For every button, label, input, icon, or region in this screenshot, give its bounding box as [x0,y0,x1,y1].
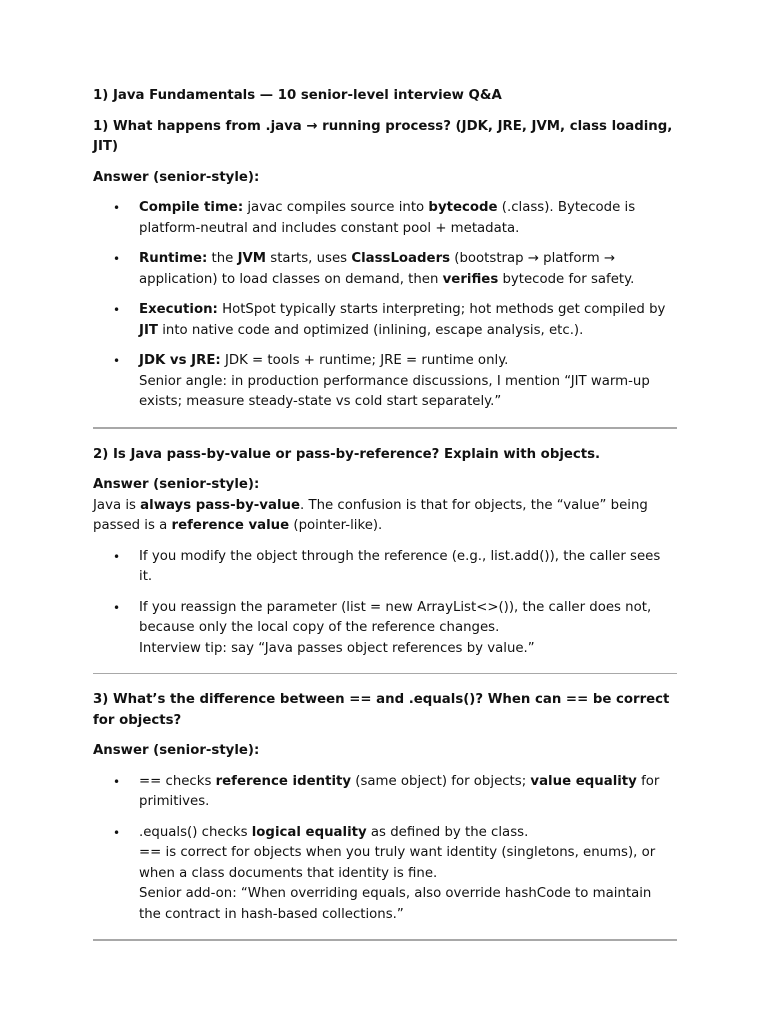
section-divider [93,427,677,429]
section-divider [93,673,677,674]
bullet-keyword: logical equality [251,824,367,840]
bullet-keyword: ClassLoaders [351,251,451,266]
intro-text: Java is [93,497,141,513]
list-item [93,598,677,660]
question-3-heading: 3) What’s the difference between == and .equals()? When can == be correct for objects? [93,692,670,728]
bullet-text: (.class). Bytecode is platform-neutral and includes constant pool + metadata. [139,200,636,236]
bullet-text: (same object) for objects; [351,773,531,789]
list-item [93,772,677,813]
bullet-icon: • [113,303,121,317]
bullet-icon: • [113,549,121,564]
bullet-keyword: JVM [237,251,267,266]
list-item [93,351,677,413]
bullet-icon: • [113,252,121,266]
bullet-text: If you reassign the parameter (list = new ArrayList<>()), the caller does not, because only the local copy of the reference changes. [139,599,652,635]
bullet-icon: • [113,354,121,368]
intro-keyword: always pass-by-value [140,497,300,513]
bullet-icon: • [113,774,121,789]
question-3-section [93,690,677,925]
bullet-text: starts, uses [266,251,352,266]
list-item [93,547,677,588]
list-item [93,300,677,341]
question-2-section [93,445,677,660]
document-page [93,86,677,957]
answer-intro [93,496,677,537]
answer-label-3: Answer (senior-style): [93,743,260,758]
senior-add-on-note: Senior add-on: “When overriding equals, also override hashCode to maintain the contract in hash-based collections.” [139,886,652,922]
question-2-bullets [93,547,677,660]
bullet-icon: • [113,825,121,840]
bullet-keyword: bytecode [428,200,498,215]
bullet-lead: Execution: [139,302,218,317]
question-1-heading: 1) What happens from .java → running process? (JDK, JRE, JVM, class loading, JIT) [93,118,673,154]
question-1-section [93,117,677,413]
senior-angle-note: Senior angle: in production performance discussions, I mention “JIT warm-up exists; measure steady-state vs cold start separately.” [139,373,650,409]
interview-tip-note: Interview tip: say “Java passes object references by value.” [139,640,535,656]
bullet-keyword: value equality [530,773,637,789]
identity-note: == is correct for objects when you truly want identity (singletons, enums), or when a class documents that identity is fine. [139,845,656,881]
bullet-icon: • [113,201,121,215]
bullet-keyword: JIT [139,322,158,338]
bullet-text: (bootstrap → platform → application) to load classes on demand, then [139,251,616,287]
intro-text: (pointer-like). [289,518,383,533]
question-3-bullets [93,772,677,926]
bullet-text: for primitives. [139,773,660,809]
bullet-text: HotSpot typically starts interpreting; hot methods get compiled by [217,302,666,317]
list-item [93,198,677,239]
bullet-text: bytecode for safety. [498,271,635,287]
list-item [93,823,677,926]
bullet-keyword: verifies [442,271,499,287]
bullet-text: into native code and optimized (inlining, escape analysis, etc.). [157,322,584,338]
list-item [93,249,677,290]
answer-label-1: Answer (senior-style): [93,169,260,185]
bullet-lead: Compile time: [139,200,244,215]
question-1-bullets [93,198,677,413]
bullet-lead: Runtime: [139,251,208,266]
section-divider [93,939,677,941]
document-title: 1) Java Fundamentals — 10 senior-level interview Q&A [93,88,502,103]
question-2-heading: 2) Is Java pass-by-value or pass-by-reference? Explain with objects. [93,446,601,462]
bullet-text: == checks [139,773,216,789]
bullet-text: JDK = tools + runtime; JRE = runtime only. [220,353,509,368]
answer-label-2: Answer (senior-style): [93,477,260,492]
bullet-text: javac compiles source into [243,200,429,215]
bullet-text: .equals() checks [139,824,252,840]
bullet-lead: JDK vs JRE: [139,353,221,368]
intro-keyword: reference value [171,518,290,533]
intro-text: . The confusion is that for objects, the “value” being passed is a [93,497,648,533]
bullet-text: the [207,251,238,266]
bullet-text: If you modify the object through the reference (e.g., list.add()), the caller sees it. [139,548,661,584]
bullet-icon: • [113,600,121,615]
bullet-text: as defined by the class. [366,824,529,840]
bullet-keyword: reference identity [215,773,352,789]
